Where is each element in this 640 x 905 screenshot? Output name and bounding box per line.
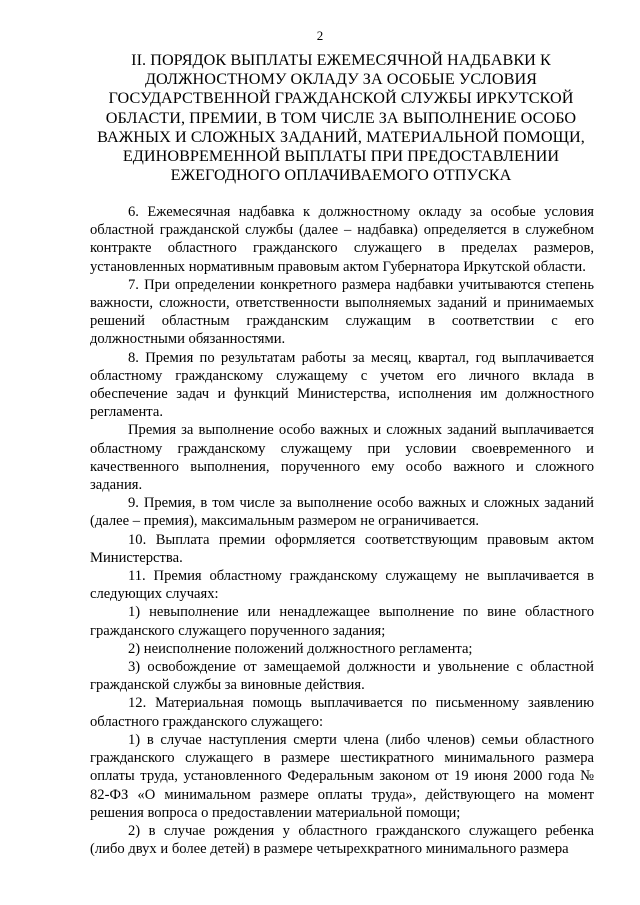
heading-line: ОБЛАСТИ, ПРЕМИИ, В ТОМ ЧИСЛЕ ЗА ВЫПОЛНЕНИЕ ОСОБО: [105, 108, 577, 127]
heading-line: ЕЖЕГОДНОГО ОПЛАЧИВАЕМОГО ОТПУСКА: [170, 166, 512, 185]
paragraph-7: 7. При определении конкретного размера надбавки учитываются степень важности, сложности, ответственности выполняемых заданий и принимаемых решений областным гражданским служащим в соответствии с его должностными обязанностями.: [90, 276, 594, 348]
paragraph-11-item-1: 1) невыполнение или ненадлежащее выполнение по вине областного гражданского служащего порученного задания;: [90, 604, 594, 639]
paragraph-12: 12. Материальная помощь выплачивается по письменному заявлению областного гражданского служащего:: [90, 695, 594, 730]
paragraph-12-item-2: 2) в случае рождения у областного гражданского служащего ребенка (либо двух и более детей) в размере четырехкратного минимального размера: [90, 822, 594, 858]
page-number: 2: [316, 28, 324, 43]
paragraph-8-bonus: Премия за выполнение особо важных и сложных заданий выплачивается областному гражданскому служащему при условии своевременного и качественного выполнения, порученного ему особо важного и сложного задания.: [90, 422, 594, 494]
paragraph-11-item-2: 2) неисполнение положений должностного регламента;: [128, 640, 473, 657]
paragraph-6: 6. Ежемесячная надбавка к должностному окладу за особые условия областной гражданской службы (далее – надбавка) определяется в служебном контракте областного гражданского служащего в пределах размеров, установленных нормативным правовым актом Губернатора Иркутской области.: [90, 204, 594, 275]
paragraph-10: 10. Выплата премии оформляется соответствующим правовым актом Министерства.: [90, 531, 594, 566]
heading-line: ГОСУДАРСТВЕННОЙ ГРАЖДАНСКОЙ СЛУЖБЫ ИРКУТСКОЙ: [108, 89, 574, 108]
heading-line: ЕДИНОВРЕМЕННОЙ ВЫПЛАТЫ ПРИ ПРЕДОСТАВЛЕНИИ: [122, 147, 560, 166]
paragraph-8: 8. Премия по результатам работы за месяц, квартал, год выплачивается областному гражданскому служащему с учетом его личного вклада в обеспечение задач и функций Министерства, исполнения им должностного регламента.: [90, 349, 594, 421]
heading-line: II. ПОРЯДОК ВЫПЛАТЫ ЕЖЕМЕСЯЧНОЙ НАДБАВКИ К: [131, 51, 551, 69]
paragraph-12-item-1: 1) в случае наступления смерти члена (либо членов) семьи областного гражданского служащего в размере шестикратного минимального размера оплаты труда, установленного Федеральным законом от 19 июня 2000 года № 82-ФЗ «О минимальном размере оплаты труда», действующего на момент решения вопроса о предоставлении материальной помощи;: [90, 731, 594, 821]
heading-line: ВАЖНЫХ И СЛОЖНЫХ ЗАДАНИЙ, МАТЕРИАЛЬНОЙ ПОМОЩИ,: [97, 127, 585, 146]
paragraph-9: 9. Премия, в том числе за выполнение особо важных и сложных заданий (далее – премия), максимальным размером не ограничивается.: [90, 495, 594, 530]
heading-line: ДОЛЖНОСТНОМУ ОКЛАДУ ЗА ОСОБЫЕ УСЛОВИЯ: [144, 70, 538, 89]
section-heading: [86, 51, 596, 185]
document-body: [90, 203, 594, 858]
paragraph-11: 11. Премия областному гражданскому служащему не выплачивается в следующих случаях:: [90, 568, 594, 603]
paragraph-11-item-3: 3) освобождение от замещаемой должности и увольнение с областной гражданской службы за виновные действия.: [90, 659, 594, 694]
